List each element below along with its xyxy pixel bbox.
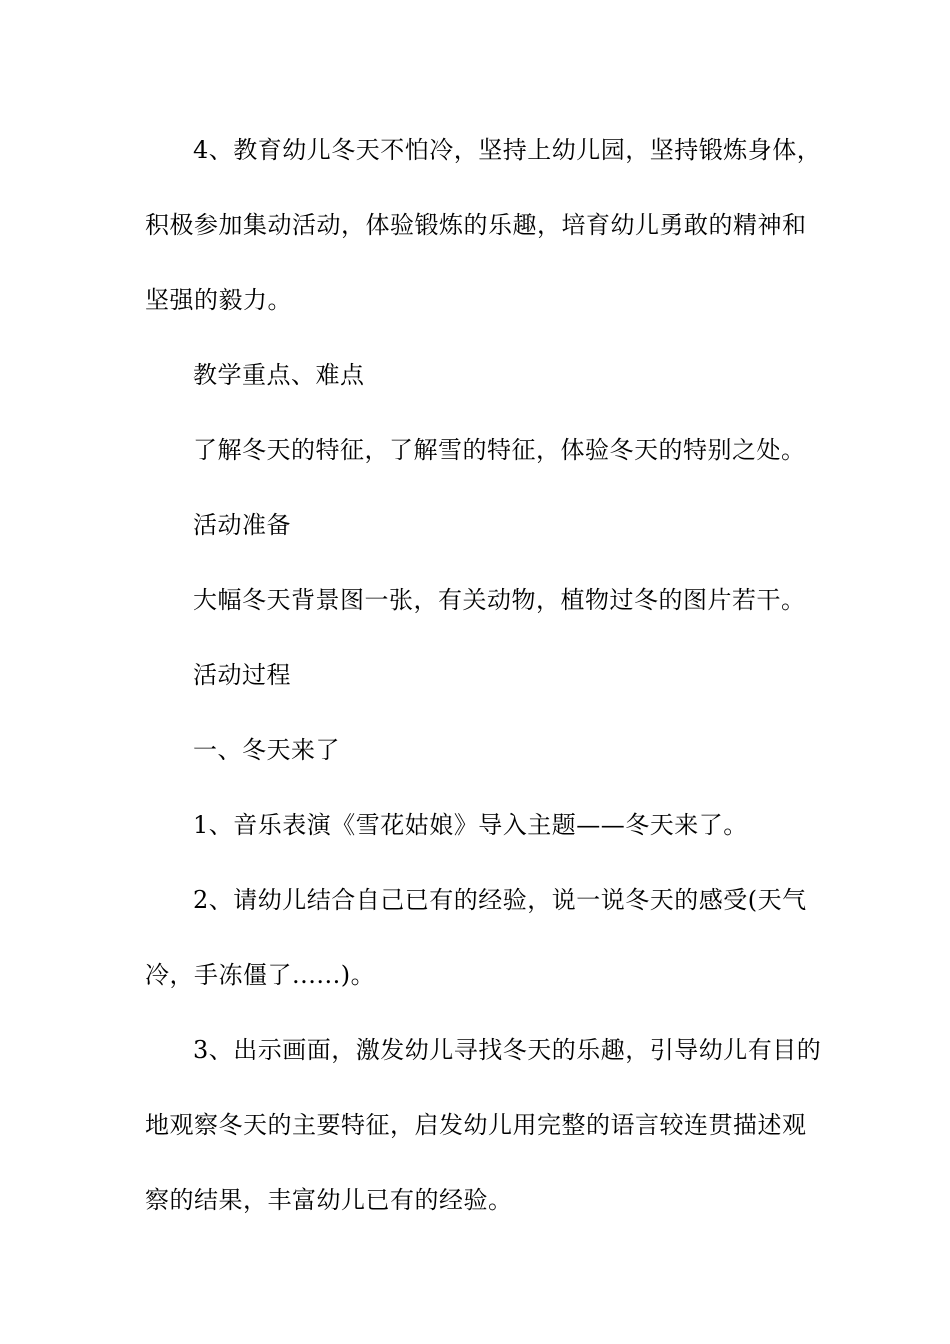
heading-process: 活动过程: [193, 661, 291, 689]
paragraph-goal-4-line-2: 积极参加集动活动，体验锻炼的乐趣，培育幼儿勇敢的精神和: [145, 211, 807, 239]
heading-preparation: 活动准备: [193, 511, 291, 539]
paragraph-preparation: 大幅冬天背景图一张，有关动物，植物过冬的图片若干。: [193, 586, 806, 614]
section-title-winter-comes: 一、冬天来了: [193, 736, 340, 764]
step-1: 1、音乐表演《雪花姑娘》导入主题——冬天来了。: [193, 811, 748, 839]
step-2-line-2: 冷，手冻僵了......)。: [145, 961, 376, 989]
heading-key-points: 教学重点、难点: [193, 361, 365, 389]
paragraph-goal-4-line-1: 4、教育幼儿冬天不怕冷，坚持上幼儿园，坚持锻炼身体，: [193, 136, 822, 164]
step-3-line-1: 3、出示画面，激发幼儿寻找冬天的乐趣，引导幼儿有目的: [193, 1036, 822, 1064]
step-3-line-2: 地观察冬天的主要特征，启发幼儿用完整的语言较连贯描述观: [145, 1111, 807, 1139]
paragraph-goal-4-line-3: 坚强的毅力。: [145, 286, 292, 314]
step-3-line-3: 察的结果，丰富幼儿已有的经验。: [145, 1186, 513, 1214]
paragraph-key-points: 了解冬天的特征，了解雪的特征，体验冬天的特别之处。: [193, 436, 806, 464]
step-2-line-1: 2、请幼儿结合自己已有的经验，说一说冬天的感受(天气: [193, 886, 807, 914]
